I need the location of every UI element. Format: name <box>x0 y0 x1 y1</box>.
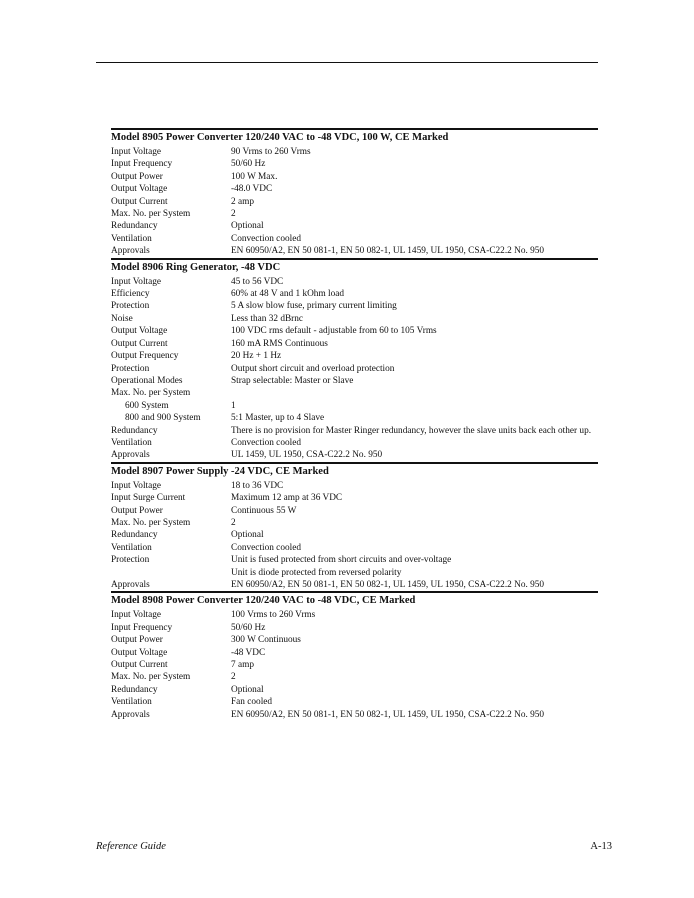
spec-value: 1 <box>231 400 236 411</box>
spec-label: Max. No. per System <box>111 209 191 220</box>
spec-label: Input Frequency <box>111 159 173 170</box>
spec-row <box>111 505 598 517</box>
spec-label: Output Power <box>111 171 163 182</box>
spec-value: Convection cooled <box>231 437 301 448</box>
header-rule <box>96 62 598 63</box>
spec-label: Efficiency <box>111 289 150 300</box>
spec-value: Unit is diode protected from reversed polarity <box>231 567 402 578</box>
spec-row <box>111 338 598 350</box>
spec-label: Approvals <box>111 246 150 257</box>
spec-section <box>111 128 598 258</box>
spec-label: Output Current <box>111 196 168 207</box>
spec-row <box>111 245 598 257</box>
spec-label: Output Current <box>111 660 168 671</box>
spec-row <box>111 622 598 634</box>
spec-label: Ventilation <box>111 233 152 244</box>
spec-row <box>111 387 598 399</box>
spec-row <box>111 579 598 591</box>
spec-label: Ventilation <box>111 542 152 553</box>
spec-value: 2 <box>231 209 236 220</box>
spec-value: 18 to 36 VDC <box>231 480 284 491</box>
spec-value: Optional <box>231 221 264 232</box>
spec-label: Noise <box>111 313 133 324</box>
spec-label: Output Frequency <box>111 351 179 362</box>
spec-label: Redundancy <box>111 684 158 695</box>
spec-value: EN 60950/A2, EN 50 081-1, EN 50 082-1, UL 1459, UL 1950, CSA-C22.2 No. 950 <box>231 580 545 590</box>
spec-row <box>111 325 598 337</box>
spec-row <box>111 696 598 708</box>
spec-value: 45 to 56 VDC <box>231 276 284 287</box>
spec-row <box>111 671 598 683</box>
spec-row <box>111 492 598 504</box>
spec-row <box>111 400 598 412</box>
spec-section <box>111 591 598 721</box>
spec-value: Unit is fused protected from short circuits and over-voltage <box>231 555 452 566</box>
spec-value: Optional <box>231 530 264 541</box>
spec-label: Max. No. per System <box>111 517 191 528</box>
section-title: Model 8905 Power Converter 120/240 VAC to -48 VDC, 100 W, CE Marked <box>111 128 598 144</box>
spec-value: 90 Vrms to 260 Vrms <box>231 147 311 157</box>
spec-label: Output Voltage <box>111 184 168 195</box>
spec-row <box>111 412 598 424</box>
spec-label: 600 System <box>125 400 169 411</box>
spec-row <box>111 480 598 492</box>
spec-value: Less than 32 dBrnc <box>231 313 304 324</box>
spec-label: Input Voltage <box>111 147 162 157</box>
spec-value: 100 VDC rms default - adjustable from 60 to 105 Vrms <box>231 326 437 337</box>
spec-row <box>111 634 598 646</box>
spec-row <box>111 313 598 325</box>
spec-row <box>111 208 598 220</box>
spec-row <box>111 517 598 529</box>
spec-row <box>111 529 598 541</box>
spec-section <box>111 258 598 462</box>
spec-label: Approvals <box>111 580 150 590</box>
spec-row <box>111 609 598 621</box>
spec-row <box>111 709 598 721</box>
spec-value: Output short circuit and overload protection <box>231 363 395 374</box>
page-number: A-13 <box>590 841 612 852</box>
spec-label: Output Current <box>111 338 168 349</box>
spec-row <box>111 425 598 437</box>
spec-row <box>111 158 598 170</box>
spec-row <box>111 220 598 232</box>
spec-value: Convection cooled <box>231 233 301 244</box>
section-title: Model 8907 Power Supply -24 VDC, CE Marked <box>111 462 598 478</box>
spec-label: Operational Modes <box>111 375 183 386</box>
spec-label: Ventilation <box>111 437 152 448</box>
spec-row <box>111 437 598 449</box>
spec-value: 2 <box>231 672 236 683</box>
spec-label: Output Voltage <box>111 647 168 658</box>
spec-label: Input Voltage <box>111 276 162 287</box>
spec-value: There is no provision for Master Ringer redundancy, however the slave units back each other up. <box>231 425 592 436</box>
spec-value: Strap selectable: Master or Slave <box>231 375 354 386</box>
spec-value: 20 Hz + 1 Hz <box>231 351 282 362</box>
spec-label: Input Voltage <box>111 610 162 621</box>
spec-row <box>111 449 598 461</box>
spec-label: Output Voltage <box>111 326 168 337</box>
spec-label: Max. No. per System <box>111 672 191 683</box>
spec-row <box>111 350 598 362</box>
spec-label: Protection <box>111 555 150 566</box>
spec-row <box>111 171 598 183</box>
spec-value: Maximum 12 amp at 36 VDC <box>231 493 343 504</box>
spec-value: Continuous 55 W <box>231 505 297 516</box>
spec-label: Max. No. per System <box>111 388 191 399</box>
spec-label: Redundancy <box>111 425 158 436</box>
spec-label: Approvals <box>111 709 150 720</box>
spec-row <box>111 567 598 579</box>
spec-value: -48.0 VDC <box>231 184 273 195</box>
spec-label: 800 and 900 System <box>125 413 201 424</box>
spec-row <box>111 684 598 696</box>
spec-value: 7 amp <box>231 660 254 671</box>
spec-value: 160 mA RMS Continuous <box>231 338 328 349</box>
spec-value: 50/60 Hz <box>231 622 266 633</box>
spec-tables <box>111 128 598 721</box>
spec-value: 300 W Continuous <box>231 635 301 646</box>
spec-row <box>111 183 598 195</box>
spec-label: Input Surge Current <box>111 493 186 504</box>
spec-value: EN 60950/A2, EN 50 081-1, EN 50 082-1, UL 1459, UL 1950, CSA-C22.2 No. 950 <box>231 246 545 257</box>
spec-label: Output Power <box>111 505 163 516</box>
spec-row <box>111 375 598 387</box>
spec-label: Protection <box>111 363 150 374</box>
spec-value: Convection cooled <box>231 542 301 553</box>
spec-label <box>111 567 231 579</box>
section-title: Model 8908 Power Converter 120/240 VAC to -48 VDC, CE Marked <box>111 591 598 607</box>
spec-value: 50/60 Hz <box>231 159 266 170</box>
spec-section <box>111 462 598 592</box>
spec-label: Redundancy <box>111 530 158 541</box>
spec-value: Optional <box>231 684 264 695</box>
spec-value: 5:1 Master, up to 4 Slave <box>231 413 325 424</box>
spec-label: Approvals <box>111 450 150 461</box>
spec-value: 5 A slow blow fuse, primary current limiting <box>231 301 397 312</box>
spec-label: Redundancy <box>111 221 158 232</box>
spec-row <box>111 276 598 288</box>
spec-row <box>111 300 598 312</box>
spec-row <box>111 554 598 566</box>
spec-row <box>111 146 598 158</box>
spec-value: Fan cooled <box>231 697 273 708</box>
spec-row <box>111 196 598 208</box>
spec-label: Input Frequency <box>111 622 173 633</box>
spec-row <box>111 659 598 671</box>
spec-value: 100 Vrms to 260 Vrms <box>231 610 316 621</box>
spec-value <box>231 387 598 399</box>
section-title: Model 8906 Ring Generator, -48 VDC <box>111 258 598 274</box>
spec-label: Output Power <box>111 635 163 646</box>
spec-row <box>111 233 598 245</box>
spec-value: -48 VDC <box>231 647 266 658</box>
spec-value: 60% at 48 V and 1 kOhm load <box>231 289 345 300</box>
spec-value: 2 amp <box>231 196 254 207</box>
spec-label: Protection <box>111 301 150 312</box>
spec-row <box>111 542 598 554</box>
spec-value: EN 60950/A2, EN 50 081-1, EN 50 082-1, UL 1459, UL 1950, CSA-C22.2 No. 950 <box>231 709 545 720</box>
spec-value: 2 <box>231 517 236 528</box>
spec-row <box>111 647 598 659</box>
spec-row <box>111 363 598 375</box>
spec-row <box>111 288 598 300</box>
footer-title: Reference Guide <box>96 841 166 852</box>
spec-label: Ventilation <box>111 697 152 708</box>
spec-value: UL 1459, UL 1950, CSA-C22.2 No. 950 <box>231 450 383 461</box>
spec-label: Input Voltage <box>111 480 162 491</box>
spec-value: 100 W Max. <box>231 171 278 182</box>
